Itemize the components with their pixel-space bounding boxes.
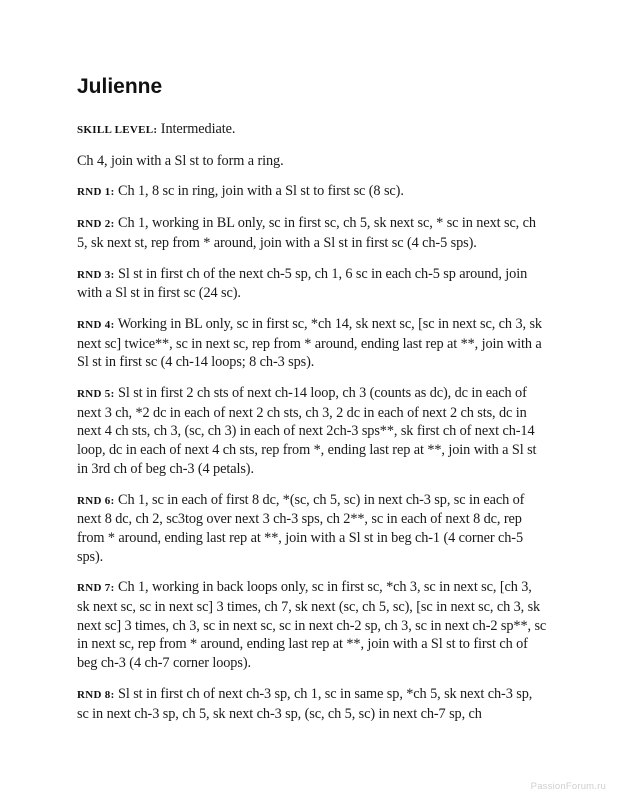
pattern-page bbox=[77, 74, 547, 735]
skill-level-line bbox=[77, 120, 547, 140]
skill-level-label: SKILL LEVEL: bbox=[77, 124, 158, 136]
round-label: RND 6: bbox=[77, 494, 115, 507]
site-watermark: PassionForum.ru bbox=[530, 781, 606, 792]
round-text: Sl st in first ch of next ch-3 sp, ch 1, sc in same sp, *ch 5, sk next ch-3 sp, sc in next ch-3 sp, ch 5, sk next ch-3 sp, (sc, ch 5, sc) in next ch-7 sp, ch bbox=[77, 685, 533, 722]
round-2 bbox=[77, 214, 547, 252]
pattern-title: Julienne bbox=[77, 75, 163, 98]
round-4 bbox=[77, 315, 547, 372]
skill-level-value: Intermediate. bbox=[157, 121, 236, 137]
intro-instruction: Ch 4, join with a Sl st to form a ring. bbox=[77, 152, 284, 169]
round-text: Ch 1, working in BL only, sc in first sc, ch 5, sk next sc, * sc in next sc, ch 5, sk next st, rep from * around, join with a Sl st in first sc (4 ch-5 sps). bbox=[77, 215, 536, 251]
round-label: RND 4: bbox=[77, 318, 115, 331]
round-text: Ch 1, 8 sc in ring, join with a Sl st to first sc (8 sc). bbox=[114, 183, 404, 200]
round-text: Sl st in first 2 ch sts of next ch-14 loop, ch 3 (counts as dc), dc in each of next 3 ch, *2 dc in each of next 2 ch sts, ch 3, 2 dc in each of next 2 ch sts, dc in next 4 ch sts, ch 3, (sc, ch 3) in each of next 2ch-3 sps**, sk first ch of next ch-14 loop, dc in each of next 4 ch sts, rep from *, ending last rep at **, join with a Sl st in 3rd ch of beg ch-3 (4 petals). bbox=[77, 385, 537, 477]
round-label: RND 3: bbox=[77, 268, 115, 281]
round-label: RND 1: bbox=[77, 186, 115, 199]
round-text: Ch 1, working in back loops only, sc in first sc, *ch 3, sc in next sc, [ch 3, sk next sc, sc in next sc] 3 times, ch 7, sk next (sc, ch 5, sc), [sc in next sc, ch 3, sk next sc] 3 times, ch 3, sc in next sc, sc in next ch-2 sp, ch 3, sc in next ch-2 sp**, sc in next sc, rep from * around, ending last rep at **, join with a Sl st to first ch of beg ch-3 (4 ch-7 corner loops). bbox=[77, 579, 547, 672]
round-5 bbox=[77, 384, 547, 479]
round-label: RND 2: bbox=[77, 218, 115, 231]
round-text: Sl st in first ch of the next ch-5 sp, ch 1, 6 sc in each ch-5 sp around, join with a Sl st in first sc (24 sc). bbox=[77, 265, 528, 302]
round-1 bbox=[77, 182, 547, 202]
round-text: Working in BL only, sc in first sc, *ch 14, sk next sc, [sc in next sc, ch 3, sk next sc] twice**, sc in next sc, rep from * around, ending last rep at **, join with a Sl st in first sc (4 ch-14 loops; 8 ch-3 sps). bbox=[77, 315, 542, 371]
round-text: Ch 1, sc in each of first 8 dc, *(sc, ch 5, sc) in next ch-3 sp, sc in each of next 8 dc, ch 2, sc3tog over next 3 ch-3 sps, ch 2**, sc in each of next 8 dc, rep from * around, ending last rep at **, join with a Sl st in beg ch-1 (4 corner ch-5 sps). bbox=[77, 491, 525, 565]
round-3 bbox=[77, 265, 547, 303]
round-7 bbox=[77, 578, 547, 673]
round-8 bbox=[77, 685, 547, 723]
round-label: RND 5: bbox=[77, 388, 115, 401]
round-label: RND 8: bbox=[77, 688, 115, 701]
round-label: RND 7: bbox=[77, 582, 115, 595]
round-6 bbox=[77, 491, 547, 567]
